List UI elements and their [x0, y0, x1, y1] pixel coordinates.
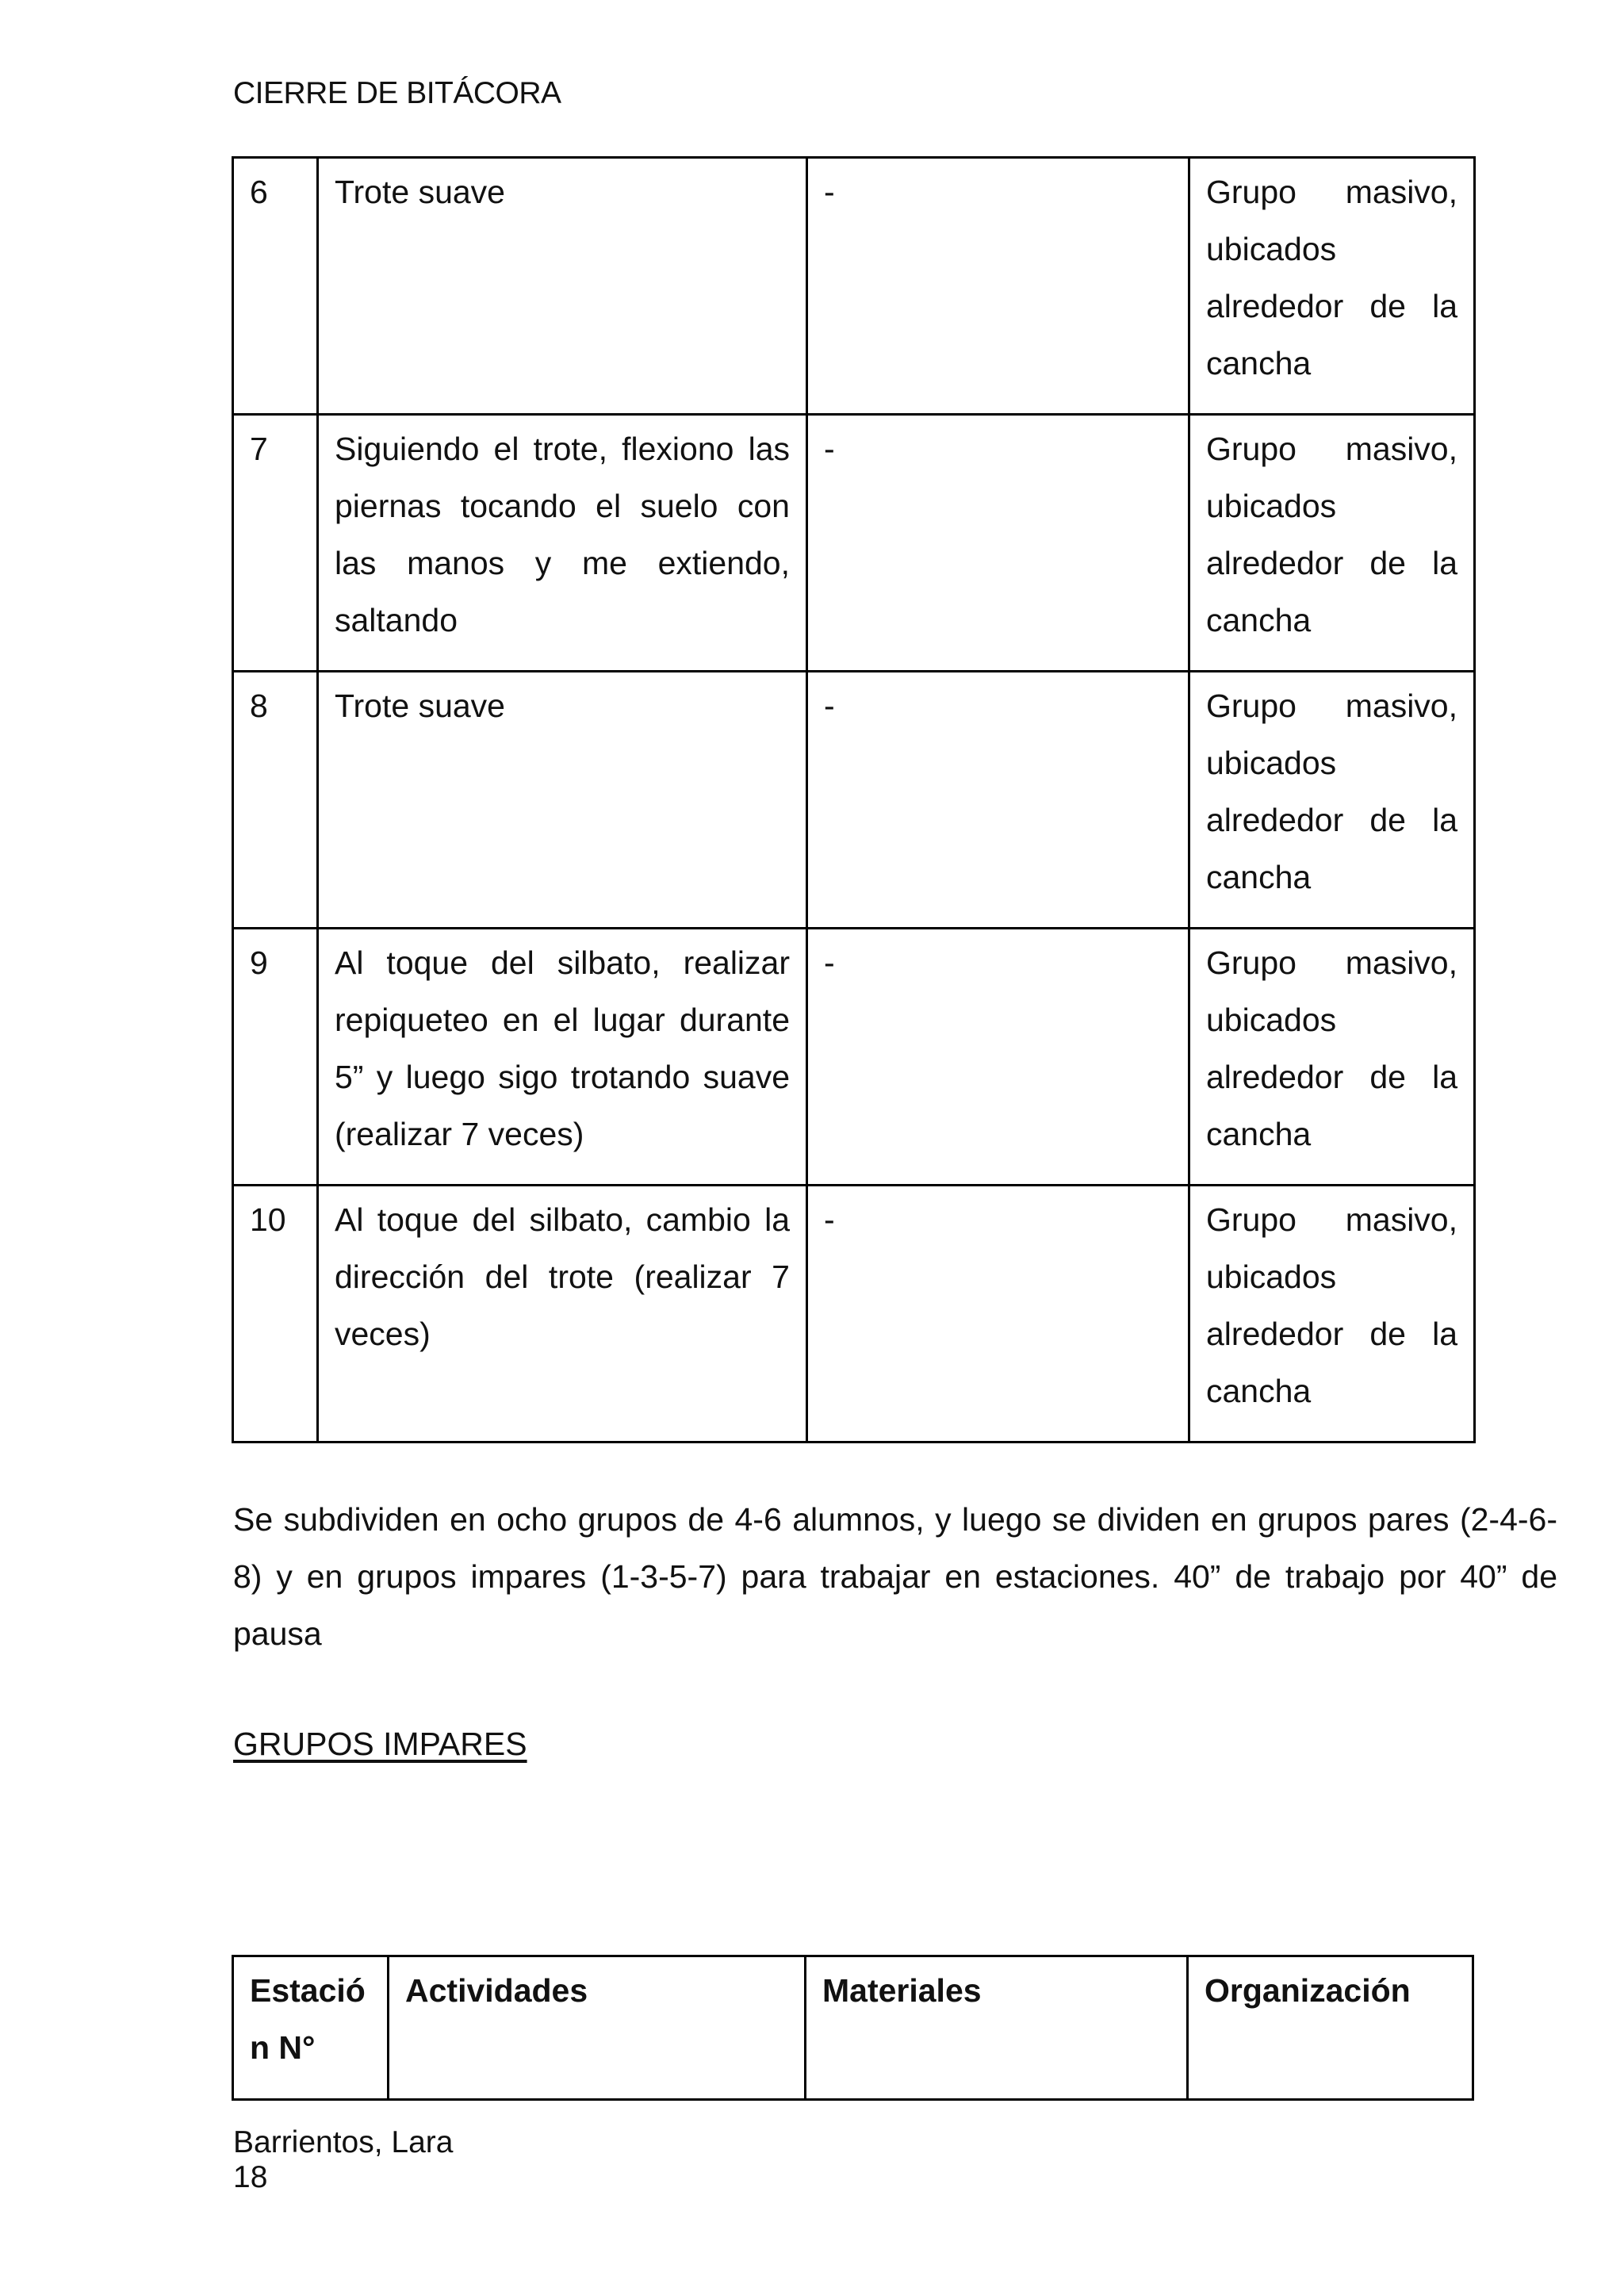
row-materials: -: [807, 415, 1189, 672]
row-activity: Al toque del silbato, realizar repiqueteo en el lugar durante 5” y luego sigo trotando suave (realizar 7 veces): [318, 929, 807, 1186]
org-line: Grupo masivo,: [1206, 1201, 1457, 1238]
row-number: 7: [233, 415, 318, 672]
row-materials: -: [807, 672, 1189, 929]
org-line: Grupo masivo,: [1206, 174, 1457, 210]
row-number: 9: [233, 929, 318, 1186]
row-activity: Trote suave: [318, 158, 807, 415]
org-line: cancha: [1206, 859, 1312, 895]
org-line: cancha: [1206, 345, 1312, 381]
table-row: [233, 415, 1475, 672]
row-activity: Al toque del silbato, cambio la dirección del trote (realizar 7 veces): [318, 1186, 807, 1443]
org-line: cancha: [1206, 1373, 1312, 1409]
row-number: 6: [233, 158, 318, 415]
org-line: alrededor de la: [1206, 545, 1457, 581]
stations-header-table: [232, 1955, 1474, 2101]
header-materials: Materiales: [806, 1956, 1188, 2100]
table-row: [233, 929, 1475, 1186]
org-line: ubicados: [1206, 1259, 1337, 1295]
org-line: Grupo masivo,: [1206, 431, 1457, 467]
header-activities: Actividades: [389, 1956, 806, 2100]
org-line: Grupo masivo,: [1206, 944, 1457, 981]
page-footer: [233, 2125, 453, 2195]
row-materials: -: [807, 1186, 1189, 1443]
activities-table: [232, 156, 1476, 1443]
row-number: 8: [233, 672, 318, 929]
section-title: GRUPOS IMPARES: [233, 1726, 527, 1762]
row-materials: -: [807, 929, 1189, 1186]
org-line: alrededor de la: [1206, 802, 1457, 838]
org-line: cancha: [1206, 1116, 1312, 1152]
table-row: [233, 158, 1475, 415]
row-organization: [1189, 415, 1475, 672]
org-line: ubicados: [1206, 1002, 1337, 1038]
page-number: 18: [233, 2160, 268, 2194]
footer-author: Barrientos, Lara: [233, 2125, 454, 2159]
header-station: Estación N°: [233, 1956, 389, 2100]
row-organization: [1189, 672, 1475, 929]
org-line: alrededor de la: [1206, 1316, 1457, 1352]
org-line: alrededor de la: [1206, 1059, 1457, 1095]
row-organization: [1189, 158, 1475, 415]
org-line: alrededor de la: [1206, 288, 1457, 324]
row-activity: Siguiendo el trote, flexiono las piernas tocando el suelo con las manos y me extiendo, saltando: [318, 415, 807, 672]
org-line: cancha: [1206, 602, 1312, 638]
page-header-title: CIERRE DE BITÁCORA: [233, 76, 561, 110]
table-row: [233, 1186, 1475, 1443]
row-number: 10: [233, 1186, 318, 1443]
table-row: [233, 672, 1475, 929]
table-header-row: [233, 1956, 1473, 2100]
header-organization: Organización: [1188, 1956, 1473, 2100]
row-activity: Trote suave: [318, 672, 807, 929]
body-paragraph: Se subdividen en ocho grupos de 4-6 alumnos, y luego se dividen en grupos pares (2-4-6-8) y en grupos impares (1-3-5-7) para trabajar en estaciones. 40” de trabajo por 40” de pausa: [233, 1501, 1557, 1652]
org-line: Grupo masivo,: [1206, 688, 1457, 724]
row-organization: [1189, 1186, 1475, 1443]
org-line: ubicados: [1206, 745, 1337, 781]
org-line: ubicados: [1206, 231, 1337, 267]
org-line: ubicados: [1206, 488, 1337, 524]
row-materials: -: [807, 158, 1189, 415]
row-organization: [1189, 929, 1475, 1186]
